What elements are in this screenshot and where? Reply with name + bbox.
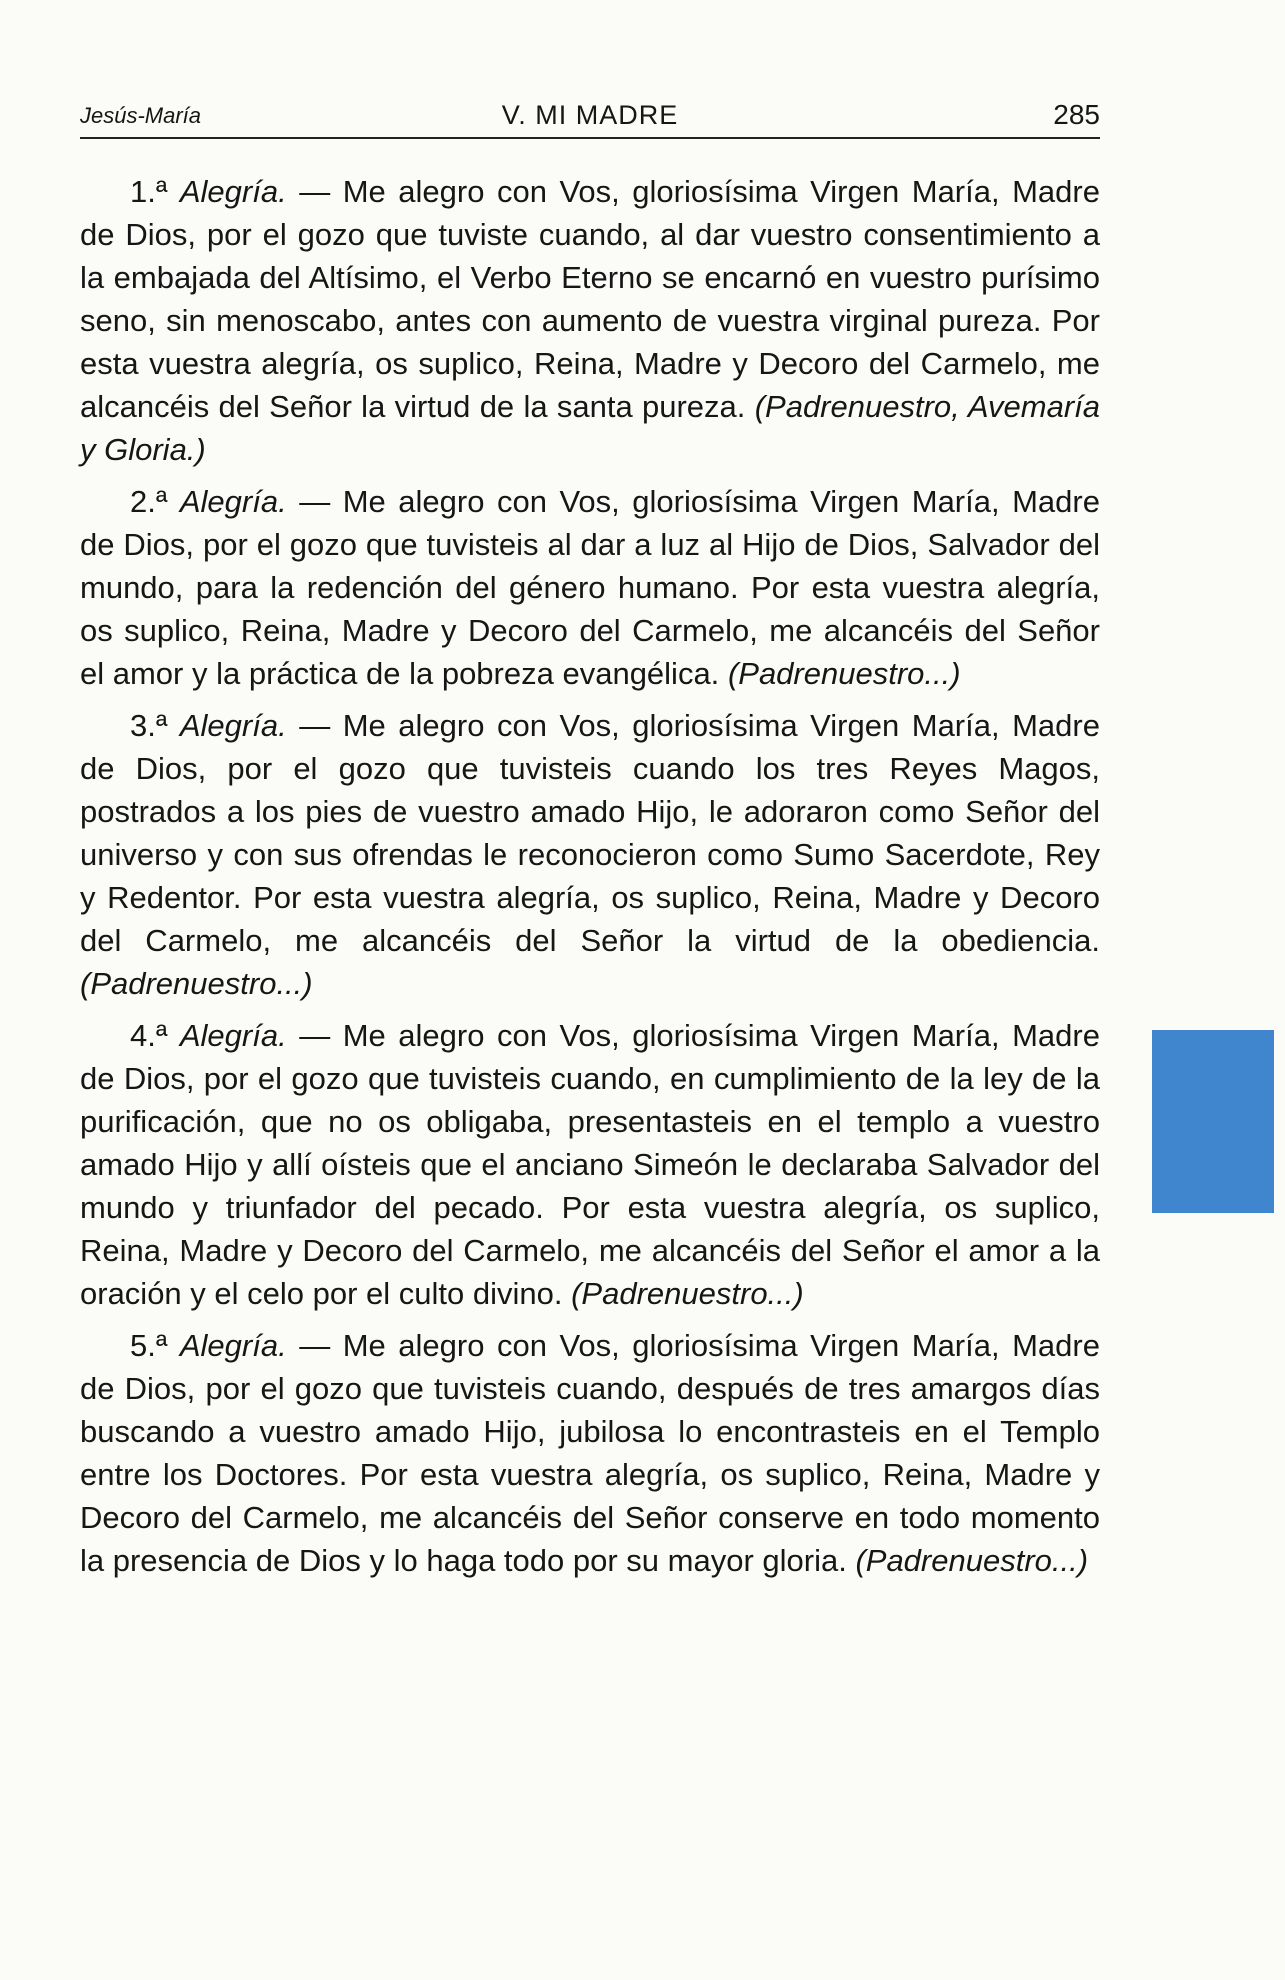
joy-paragraph-3 <box>80 704 1100 1005</box>
joy-title: Alegría. <box>179 708 287 743</box>
joy-text: — Me alegro con Vos, gloriosísima Virgen María, Madre de Dios, por el gozo que tuvisteis al dar a luz al Hijo de Dios, Salvador del mundo, para la redención del género humano. Por esta vuestra alegría, os suplico, Reina, Madre y Decoro del Carmelo, me alcancéis del Señor el amor y la práctica de la pobreza evangélica. <box>80 484 1100 691</box>
joy-title: Alegría. <box>179 174 287 209</box>
joy-paragraph-2 <box>80 480 1100 695</box>
page-body <box>80 170 1100 1591</box>
joy-ordinal: 5.ª <box>130 1328 168 1363</box>
joy-paragraph-4 <box>80 1014 1100 1315</box>
closing-prayer: (Padrenuestro...) <box>80 966 313 1001</box>
joy-text: — Me alegro con Vos, gloriosísima Virgen María, Madre de Dios, por el gozo que tuvisteis cuando los tres Reyes Magos, postrados a los pies de vuestro amado Hijo, le adoraron como Señor del universo y con sus ofrendas le reconocieron como Sumo Sacerdote, Rey y Redentor. Por esta vuestra alegría, os suplico, Reina, Madre y Decoro del Carmelo, me alcancéis del Señor la virtud de la obediencia. <box>80 708 1100 958</box>
joy-text: — Me alegro con Vos, gloriosísima Virgen María, Madre de Dios, por el gozo que tuvisteis cuando, después de tres amargos días buscando a vuestro amado Hijo, jubilosa lo encontrasteis en el Templo entre los Doctores. Por esta vuestra alegría, os suplico, Reina, Madre y Decoro del Carmelo, me alcancéis del Señor conserve en todo momento la presencia de Dios y lo haga todo por su mayor gloria. <box>80 1328 1100 1578</box>
joy-ordinal: 4.ª <box>130 1018 168 1053</box>
page-header <box>80 95 1100 139</box>
joy-paragraph-5 <box>80 1324 1100 1582</box>
closing-prayer: (Padrenuestro, Avemaría y Gloria.) <box>80 389 1100 467</box>
joy-ordinal: 1.ª <box>130 174 168 209</box>
joy-title: Alegría. <box>179 1018 287 1053</box>
joy-title: Alegría. <box>179 1328 287 1363</box>
joy-paragraph-1 <box>80 170 1100 471</box>
running-head: Jesús-María <box>80 103 202 128</box>
closing-prayer: (Padrenuestro...) <box>571 1276 804 1311</box>
closing-prayer: (Padrenuestro...) <box>855 1543 1089 1578</box>
page-number: 285 <box>1053 99 1100 130</box>
closing-prayer: (Padrenuestro...) <box>727 656 961 691</box>
section-thumb-tab <box>1152 1030 1274 1213</box>
chapter-title: V. MI MADRE <box>501 100 679 130</box>
joy-text: — Me alegro con Vos, gloriosísima Virgen María, Madre de Dios, por el gozo que tuvisteis cuando, en cumplimiento de la ley de la purificación, que no os obligaba, presentasteis en el templo a vuestro amado Hijo y allí oísteis que el anciano Simeón le declaraba Salvador del mundo y triunfador del pecado. Por esta vuestra alegría, os suplico, Reina, Madre y Decoro del Carmelo, me alcancéis del Señor el amor a la oración y el celo por el culto divino. <box>80 1018 1100 1311</box>
joy-text: — Me alegro con Vos, gloriosísima Virgen María, Madre de Dios, por el gozo que tuviste cuando, al dar vuestro consentimiento a la embajada del Altísimo, el Verbo Eterno se encarnó en vuestro purísimo seno, sin menoscabo, antes con aumento de vuestra virginal pureza. Por esta vuestra alegría, os suplico, Reina, Madre y Decoro del Carmelo, me alcancéis del Señor la virtud de la santa pureza. <box>80 174 1100 424</box>
joy-ordinal: 2.ª <box>130 484 168 519</box>
joy-title: Alegría. <box>179 484 287 519</box>
joy-ordinal: 3.ª <box>130 708 168 743</box>
